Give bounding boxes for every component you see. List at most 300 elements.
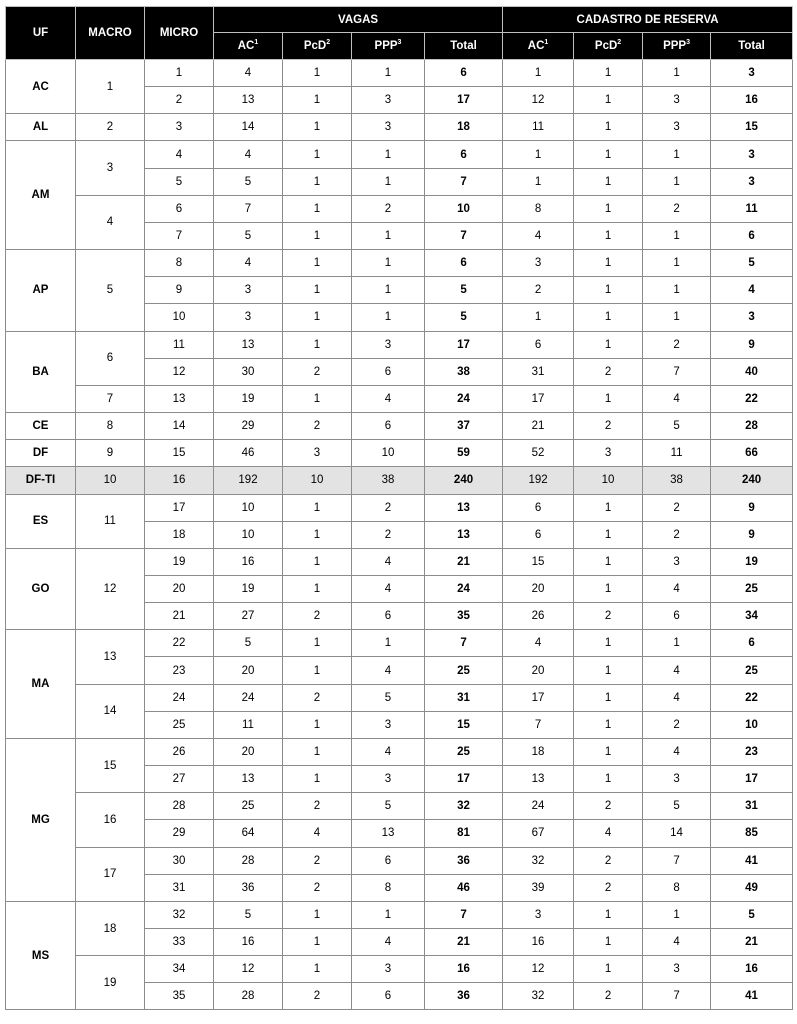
vagas-pcd-cell: 1: [283, 60, 352, 87]
vagas-ac-cell: 29: [214, 413, 283, 440]
macro-cell: 4: [76, 195, 145, 249]
vagas-pcd-cell: 2: [283, 983, 352, 1010]
vagas-total-cell: 25: [425, 657, 503, 684]
micro-cell: 16: [145, 467, 214, 494]
cr-pcd-cell: 1: [574, 60, 643, 87]
micro-cell: 7: [145, 222, 214, 249]
vagas-total-cell: 7: [425, 222, 503, 249]
table-row: [6, 467, 793, 494]
vagas-total-cell: 24: [425, 575, 503, 602]
cr-ac-cell: 17: [503, 385, 574, 412]
cr-pcd-cell: 1: [574, 304, 643, 331]
cr-pcd-cell: 2: [574, 983, 643, 1010]
vagas-ppp-cell: 3: [352, 87, 425, 114]
vagas-ac-cell: 19: [214, 575, 283, 602]
micro-cell: 15: [145, 440, 214, 467]
cr-ac-cell: 18: [503, 738, 574, 765]
cr-ppp-cell: 1: [643, 630, 711, 657]
vagas-pcd-cell: 1: [283, 222, 352, 249]
header-cr-ac: [503, 33, 574, 60]
vagas-pcd-cell: 10: [283, 467, 352, 494]
vagas-total-cell: 15: [425, 711, 503, 738]
header-cr-total: Total: [711, 33, 793, 60]
vagas-ac-cell: 13: [214, 87, 283, 114]
header-vagas-pcd: [283, 33, 352, 60]
uf-cell: DF-TI: [6, 467, 76, 494]
cr-pcd-cell: 1: [574, 738, 643, 765]
cr-total-cell: 5: [711, 250, 793, 277]
vagas-pcd-cell: 1: [283, 630, 352, 657]
vagas-total-cell: 37: [425, 413, 503, 440]
vagas-total-cell: 16: [425, 956, 503, 983]
cr-ppp-cell: 1: [643, 277, 711, 304]
vagas-total-cell: 13: [425, 494, 503, 521]
vagas-total-cell: 21: [425, 548, 503, 575]
cr-ppp-cell: 7: [643, 983, 711, 1010]
cr-ppp-cell: 1: [643, 60, 711, 87]
macro-cell: 7: [76, 385, 145, 412]
pcd-label: PcD: [594, 40, 618, 52]
cr-pcd-cell: 3: [574, 440, 643, 467]
vagas-pcd-cell: 1: [283, 901, 352, 928]
cr-ppp-cell: 1: [643, 141, 711, 168]
cr-ac-cell: 2: [503, 277, 574, 304]
vagas-ppp-cell: 6: [352, 983, 425, 1010]
vagas-pcd-cell: 1: [283, 141, 352, 168]
cr-ppp-cell: 4: [643, 684, 711, 711]
cr-pcd-cell: 1: [574, 548, 643, 575]
micro-cell: 12: [145, 358, 214, 385]
ac-footnote: 1: [544, 39, 549, 47]
vagas-pcd-cell: 1: [283, 711, 352, 738]
vagas-total-cell: 32: [425, 793, 503, 820]
pcd-footnote: 2: [617, 39, 622, 47]
macro-cell: 15: [76, 738, 145, 792]
vagas-ppp-cell: 1: [352, 60, 425, 87]
pcd-footnote: 2: [326, 39, 331, 47]
vagas-ac-cell: 4: [214, 250, 283, 277]
vagas-total-cell: 17: [425, 331, 503, 358]
vagas-ppp-cell: 3: [352, 331, 425, 358]
vagas-total-cell: 7: [425, 168, 503, 195]
cr-ac-cell: 192: [503, 467, 574, 494]
vagas-ppp-cell: 1: [352, 141, 425, 168]
vagas-pcd-cell: 2: [283, 358, 352, 385]
vagas-pcd-cell: 2: [283, 684, 352, 711]
vagas-total-cell: 17: [425, 87, 503, 114]
cr-pcd-cell: 1: [574, 630, 643, 657]
vagas-ac-cell: 192: [214, 467, 283, 494]
vagas-ppp-cell: 5: [352, 684, 425, 711]
uf-cell: AC: [6, 60, 76, 114]
vagas-ac-cell: 24: [214, 684, 283, 711]
vagas-pcd-cell: 1: [283, 575, 352, 602]
cr-ac-cell: 21: [503, 413, 574, 440]
micro-cell: 5: [145, 168, 214, 195]
vagas-pcd-cell: 1: [283, 548, 352, 575]
table-row: [6, 440, 793, 467]
vagas-pcd-cell: 1: [283, 277, 352, 304]
vagas-pcd-cell: 1: [283, 657, 352, 684]
vagas-pcd-cell: 1: [283, 956, 352, 983]
cr-total-cell: 4: [711, 277, 793, 304]
cr-total-cell: 21: [711, 929, 793, 956]
vagas-ac-cell: 12: [214, 956, 283, 983]
vagas-ppp-cell: 1: [352, 250, 425, 277]
cr-total-cell: 5: [711, 901, 793, 928]
table-row: [6, 385, 793, 412]
vagas-ac-cell: 10: [214, 494, 283, 521]
micro-cell: 35: [145, 983, 214, 1010]
vagas-ac-cell: 13: [214, 331, 283, 358]
micro-cell: 3: [145, 114, 214, 141]
cr-total-cell: 28: [711, 413, 793, 440]
vagas-ppp-cell: 3: [352, 956, 425, 983]
micro-cell: 14: [145, 413, 214, 440]
cr-ac-cell: 39: [503, 874, 574, 901]
uf-cell: MG: [6, 738, 76, 901]
cr-pcd-cell: 1: [574, 657, 643, 684]
vagas-ppp-cell: 2: [352, 195, 425, 222]
header-vagas-ac: [214, 33, 283, 60]
cr-pcd-cell: 1: [574, 141, 643, 168]
header-macro: MACRO: [76, 7, 145, 60]
uf-cell: AM: [6, 141, 76, 250]
ac-footnote: 1: [254, 39, 259, 47]
cr-pcd-cell: 10: [574, 467, 643, 494]
micro-cell: 26: [145, 738, 214, 765]
uf-cell: AL: [6, 114, 76, 141]
vagas-total-cell: 38: [425, 358, 503, 385]
micro-cell: 33: [145, 929, 214, 956]
vagas-pcd-cell: 2: [283, 603, 352, 630]
table-body: [6, 60, 793, 1010]
vagas-total-cell: 35: [425, 603, 503, 630]
cr-ac-cell: 13: [503, 766, 574, 793]
vagas-ppp-cell: 4: [352, 738, 425, 765]
vagas-ppp-cell: 4: [352, 548, 425, 575]
vagas-ppp-cell: 6: [352, 358, 425, 385]
table-row: [6, 250, 793, 277]
vagas-ppp-cell: 6: [352, 413, 425, 440]
cr-total-cell: 41: [711, 983, 793, 1010]
vagas-ppp-cell: 4: [352, 657, 425, 684]
vagas-ppp-cell: 1: [352, 630, 425, 657]
cr-total-cell: 66: [711, 440, 793, 467]
vagas-ac-cell: 64: [214, 820, 283, 847]
cr-ppp-cell: 2: [643, 711, 711, 738]
macro-cell: 17: [76, 847, 145, 901]
table-row: [6, 956, 793, 983]
vagas-pcd-cell: 2: [283, 874, 352, 901]
vagas-ppp-cell: 1: [352, 277, 425, 304]
vagas-pcd-cell: 1: [283, 250, 352, 277]
header-cr-ppp: [643, 33, 711, 60]
vagas-ac-cell: 10: [214, 521, 283, 548]
table-row: [6, 413, 793, 440]
vagas-ppp-cell: 5: [352, 793, 425, 820]
header-micro: MICRO: [145, 7, 214, 60]
vagas-total-cell: 36: [425, 983, 503, 1010]
vagas-pcd-cell: 3: [283, 440, 352, 467]
vagas-ac-cell: 5: [214, 222, 283, 249]
vagas-total-cell: 24: [425, 385, 503, 412]
vagas-ppp-cell: 13: [352, 820, 425, 847]
micro-cell: 6: [145, 195, 214, 222]
cr-ppp-cell: 4: [643, 738, 711, 765]
vagas-ac-cell: 16: [214, 929, 283, 956]
micro-cell: 23: [145, 657, 214, 684]
vagas-ac-cell: 5: [214, 168, 283, 195]
header-cr-pcd: [574, 33, 643, 60]
cr-total-cell: 240: [711, 467, 793, 494]
cr-ppp-cell: 8: [643, 874, 711, 901]
cr-ppp-cell: 7: [643, 847, 711, 874]
vagas-ac-cell: 4: [214, 60, 283, 87]
micro-cell: 21: [145, 603, 214, 630]
table-row: [6, 548, 793, 575]
cr-ppp-cell: 3: [643, 548, 711, 575]
micro-cell: 19: [145, 548, 214, 575]
uf-cell: MA: [6, 630, 76, 739]
macro-cell: 9: [76, 440, 145, 467]
vagas-ac-cell: 14: [214, 114, 283, 141]
cr-ac-cell: 1: [503, 304, 574, 331]
cr-ac-cell: 4: [503, 222, 574, 249]
cr-ppp-cell: 2: [643, 494, 711, 521]
vagas-total-cell: 59: [425, 440, 503, 467]
vagas-ac-cell: 28: [214, 847, 283, 874]
cr-pcd-cell: 2: [574, 847, 643, 874]
micro-cell: 22: [145, 630, 214, 657]
ppp-label: PPP: [374, 40, 398, 52]
micro-cell: 30: [145, 847, 214, 874]
micro-cell: 9: [145, 277, 214, 304]
ppp-footnote: 3: [397, 39, 402, 47]
cr-ac-cell: 4: [503, 630, 574, 657]
cr-ppp-cell: 3: [643, 766, 711, 793]
cr-pcd-cell: 1: [574, 277, 643, 304]
micro-cell: 11: [145, 331, 214, 358]
vagas-ac-cell: 46: [214, 440, 283, 467]
vagas-ac-cell: 30: [214, 358, 283, 385]
cr-ac-cell: 1: [503, 168, 574, 195]
vagas-total-cell: 5: [425, 304, 503, 331]
vagas-total-cell: 25: [425, 738, 503, 765]
cr-pcd-cell: 4: [574, 820, 643, 847]
cr-ac-cell: 3: [503, 250, 574, 277]
vagas-pcd-cell: 1: [283, 929, 352, 956]
cr-ac-cell: 6: [503, 494, 574, 521]
vagas-ac-cell: 7: [214, 195, 283, 222]
cr-ac-cell: 3: [503, 901, 574, 928]
cr-pcd-cell: 1: [574, 195, 643, 222]
cr-pcd-cell: 1: [574, 575, 643, 602]
cr-pcd-cell: 1: [574, 250, 643, 277]
vagas-ppp-cell: 2: [352, 521, 425, 548]
header-cadastro-reserva: CADASTRO DE RESERVA: [503, 7, 793, 33]
cr-ppp-cell: 4: [643, 929, 711, 956]
vagas-pcd-cell: 1: [283, 114, 352, 141]
cr-pcd-cell: 2: [574, 413, 643, 440]
vagas-pcd-cell: 4: [283, 820, 352, 847]
cr-ac-cell: 1: [503, 141, 574, 168]
cr-ppp-cell: 1: [643, 168, 711, 195]
vagas-total-cell: 17: [425, 766, 503, 793]
vagas-pcd-cell: 1: [283, 385, 352, 412]
cr-ppp-cell: 5: [643, 413, 711, 440]
cr-ac-cell: 12: [503, 87, 574, 114]
micro-cell: 24: [145, 684, 214, 711]
cr-pcd-cell: 2: [574, 793, 643, 820]
micro-cell: 29: [145, 820, 214, 847]
micro-cell: 27: [145, 766, 214, 793]
ac-label: AC: [237, 40, 255, 52]
cr-ac-cell: 15: [503, 548, 574, 575]
vagas-ppp-cell: 4: [352, 575, 425, 602]
cr-total-cell: 3: [711, 60, 793, 87]
vagas-ac-cell: 3: [214, 304, 283, 331]
uf-cell: BA: [6, 331, 76, 412]
cr-ppp-cell: 1: [643, 304, 711, 331]
vagas-ac-cell: 5: [214, 901, 283, 928]
macro-cell: 8: [76, 413, 145, 440]
micro-cell: 4: [145, 141, 214, 168]
cr-ac-cell: 32: [503, 983, 574, 1010]
vagas-ppp-cell: 3: [352, 766, 425, 793]
cr-ac-cell: 12: [503, 956, 574, 983]
cr-ppp-cell: 1: [643, 222, 711, 249]
cr-total-cell: 25: [711, 575, 793, 602]
cr-total-cell: 41: [711, 847, 793, 874]
micro-cell: 1: [145, 60, 214, 87]
vagas-total-cell: 46: [425, 874, 503, 901]
micro-cell: 2: [145, 87, 214, 114]
vagas-total-cell: 31: [425, 684, 503, 711]
vagas-total-cell: 5: [425, 277, 503, 304]
cr-ppp-cell: 3: [643, 114, 711, 141]
micro-cell: 20: [145, 575, 214, 602]
vagas-ppp-cell: 3: [352, 114, 425, 141]
ppp-footnote: 3: [686, 39, 690, 47]
vagas-pcd-cell: 1: [283, 331, 352, 358]
vagas-pcd-cell: 1: [283, 195, 352, 222]
vagas-ac-cell: 5: [214, 630, 283, 657]
vagas-ppp-cell: 10: [352, 440, 425, 467]
cr-total-cell: 16: [711, 87, 793, 114]
micro-cell: 13: [145, 385, 214, 412]
cr-total-cell: 10: [711, 711, 793, 738]
uf-cell: ES: [6, 494, 76, 548]
vagas-pcd-cell: 1: [283, 521, 352, 548]
vagas-total-cell: 6: [425, 60, 503, 87]
cr-total-cell: 34: [711, 603, 793, 630]
table-row: [6, 60, 793, 87]
cr-total-cell: 9: [711, 494, 793, 521]
cr-pcd-cell: 1: [574, 494, 643, 521]
cr-ppp-cell: 7: [643, 358, 711, 385]
table-header: [6, 7, 793, 60]
cr-total-cell: 11: [711, 195, 793, 222]
vagas-ppp-cell: 4: [352, 929, 425, 956]
macro-cell: 13: [76, 630, 145, 684]
cr-ppp-cell: 4: [643, 575, 711, 602]
table-row: [6, 630, 793, 657]
macro-cell: 18: [76, 901, 145, 955]
vagas-ppp-cell: 1: [352, 168, 425, 195]
vagas-ppp-cell: 6: [352, 847, 425, 874]
micro-cell: 18: [145, 521, 214, 548]
cr-ppp-cell: 14: [643, 820, 711, 847]
cr-ac-cell: 20: [503, 575, 574, 602]
vagas-ac-cell: 16: [214, 548, 283, 575]
cr-ac-cell: 11: [503, 114, 574, 141]
cr-ac-cell: 8: [503, 195, 574, 222]
vagas-total-cell: 21: [425, 929, 503, 956]
cr-pcd-cell: 1: [574, 929, 643, 956]
vagas-total-cell: 18: [425, 114, 503, 141]
cr-total-cell: 85: [711, 820, 793, 847]
cr-ac-cell: 6: [503, 331, 574, 358]
cr-total-cell: 23: [711, 738, 793, 765]
cr-ppp-cell: 4: [643, 385, 711, 412]
vagas-total-cell: 6: [425, 141, 503, 168]
header-uf: UF: [6, 7, 76, 60]
vagas-total-cell: 13: [425, 521, 503, 548]
vagas-pcd-cell: 1: [283, 738, 352, 765]
cr-pcd-cell: 1: [574, 711, 643, 738]
cr-ac-cell: 26: [503, 603, 574, 630]
vagas-ac-cell: 20: [214, 657, 283, 684]
header-vagas: VAGAS: [214, 7, 503, 33]
ppp-label: PPP: [663, 40, 687, 52]
vagas-pcd-cell: 1: [283, 168, 352, 195]
table-row: [6, 331, 793, 358]
cr-pcd-cell: 1: [574, 385, 643, 412]
cr-pcd-cell: 1: [574, 956, 643, 983]
table-row: [6, 494, 793, 521]
table-row: [6, 141, 793, 168]
cr-total-cell: 22: [711, 684, 793, 711]
vagas-ac-cell: 3: [214, 277, 283, 304]
macro-cell: 5: [76, 250, 145, 331]
cr-pcd-cell: 1: [574, 114, 643, 141]
cr-total-cell: 9: [711, 521, 793, 548]
cr-total-cell: 22: [711, 385, 793, 412]
cr-ac-cell: 16: [503, 929, 574, 956]
vagas-total-cell: 36: [425, 847, 503, 874]
micro-cell: 34: [145, 956, 214, 983]
cr-total-cell: 25: [711, 657, 793, 684]
macro-cell: 12: [76, 548, 145, 629]
cr-total-cell: 3: [711, 141, 793, 168]
cr-ppp-cell: 5: [643, 793, 711, 820]
cr-ac-cell: 6: [503, 521, 574, 548]
macro-cell: 2: [76, 114, 145, 141]
cr-total-cell: 6: [711, 630, 793, 657]
cr-ppp-cell: 38: [643, 467, 711, 494]
uf-cell: CE: [6, 413, 76, 440]
cr-ppp-cell: 4: [643, 657, 711, 684]
cr-pcd-cell: 2: [574, 358, 643, 385]
vagas-pcd-cell: 2: [283, 413, 352, 440]
cr-ppp-cell: 3: [643, 956, 711, 983]
macro-cell: 11: [76, 494, 145, 548]
micro-cell: 32: [145, 901, 214, 928]
cr-total-cell: 49: [711, 874, 793, 901]
cr-pcd-cell: 1: [574, 331, 643, 358]
micro-cell: 10: [145, 304, 214, 331]
